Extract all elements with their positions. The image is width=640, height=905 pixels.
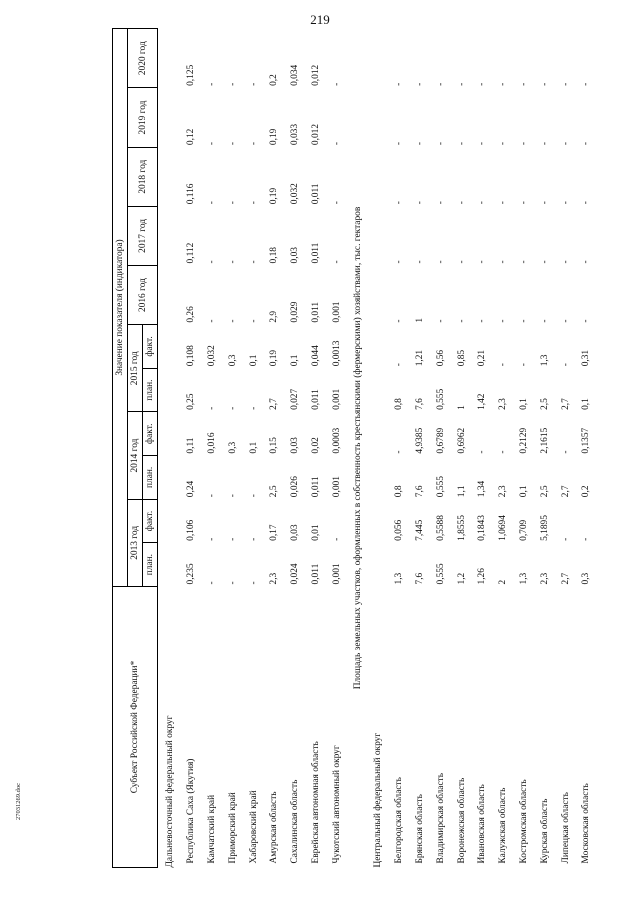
row-value: 0,2 <box>269 74 280 86</box>
row-value: - <box>518 260 529 264</box>
row-value: - <box>227 201 238 205</box>
row-value: - <box>498 141 509 146</box>
row-value: - <box>539 141 550 146</box>
row-value: 0,125 <box>186 64 197 86</box>
row-value: - <box>518 363 529 367</box>
header-year-2017: 2017 год <box>128 206 158 265</box>
row-value: - <box>456 201 467 205</box>
row-value: - <box>435 82 446 86</box>
table-row <box>493 29 514 868</box>
row-value: - <box>206 581 217 585</box>
row-value: - <box>414 82 425 86</box>
row-value: - <box>498 82 509 86</box>
row-value: 1,3 <box>539 354 550 367</box>
row-value: - <box>518 141 529 146</box>
row-value: - <box>477 141 488 146</box>
row-value: 0,709 <box>518 519 529 541</box>
row-value: 0,21 <box>477 349 488 367</box>
row-value: 0,2129 <box>518 427 529 454</box>
row-value: 0,044 <box>310 345 321 367</box>
row-value: - <box>248 581 259 585</box>
row-value: 0,106 <box>186 519 197 541</box>
row-value: 0,5588 <box>435 515 446 541</box>
row-value: 0,034 <box>290 64 301 86</box>
header-year-2019: 2019 год <box>128 88 158 147</box>
row-value: - <box>477 319 488 323</box>
row-value: 0,01 <box>310 524 321 541</box>
header-indicator: Значение показателя (индикатора) <box>113 29 128 587</box>
row-value: - <box>394 260 405 264</box>
row-value: 2,3 <box>498 485 509 498</box>
row-subject: Белгородская область <box>394 777 405 864</box>
row-value: - <box>227 319 238 323</box>
row-value: 0,03 <box>290 524 301 541</box>
row-value: 7,445 <box>414 519 425 541</box>
row-subject: Сахалинская область <box>290 779 301 864</box>
row-value: - <box>435 260 446 264</box>
row-value: 0,85 <box>456 349 467 367</box>
table-row <box>534 29 555 868</box>
section-row <box>347 29 368 868</box>
row-subject: Чукотский автономный округ <box>331 745 342 864</box>
district-heading: Центральный федеральный округ <box>373 732 384 868</box>
row-value: - <box>456 319 467 323</box>
row-value: 0,011 <box>310 301 321 323</box>
row-value: - <box>581 260 592 264</box>
row-subject: Московская область <box>581 783 592 864</box>
group-row <box>368 29 389 868</box>
row-value: - <box>477 260 488 264</box>
row-value: 2,3 <box>539 572 550 585</box>
row-value: 1,8555 <box>456 515 467 541</box>
row-value: 0,012 <box>310 64 321 86</box>
row-value: 0,027 <box>290 388 301 410</box>
row-subject: Брянская область <box>414 794 425 864</box>
row-value: - <box>518 319 529 323</box>
table-row <box>389 29 410 868</box>
table-row <box>472 29 493 868</box>
table-row <box>181 29 202 868</box>
row-value: - <box>560 363 571 367</box>
row-subject: Ивановская область <box>477 784 488 864</box>
row-value: 0,02 <box>310 437 321 454</box>
row-value: 0,18 <box>269 247 280 264</box>
header-plan: план. <box>143 543 158 587</box>
row-value: - <box>581 319 592 323</box>
row-value: 0,31 <box>581 349 592 367</box>
row-value: 7,6 <box>414 398 425 410</box>
header-fact: факт. <box>143 412 158 456</box>
row-value: - <box>560 319 571 323</box>
row-value: 0,011 <box>310 389 321 410</box>
row-value: - <box>477 450 488 454</box>
table-row <box>202 29 223 868</box>
row-value: 0,15 <box>269 437 280 454</box>
row-value: 1,3 <box>394 572 405 585</box>
row-value: - <box>206 319 217 323</box>
row-value: 0,12 <box>186 128 197 146</box>
header-year-2015: 2015 год <box>128 325 143 412</box>
row-subject: Владимирская область <box>435 772 446 864</box>
row-value: 2,5 <box>269 485 280 498</box>
row-value: - <box>331 537 342 541</box>
row-value: - <box>539 260 550 264</box>
table-row <box>451 29 472 868</box>
header-year-2020: 2020 год <box>128 29 158 88</box>
row-value: 0,3 <box>227 354 238 367</box>
table-row <box>285 29 306 868</box>
row-value: 0,032 <box>206 345 217 367</box>
row-value: 0,108 <box>186 345 197 367</box>
row-value: - <box>394 363 405 367</box>
page-number: 219 <box>310 12 330 27</box>
header-year-2013: 2013 год <box>128 499 143 586</box>
table-row <box>222 29 243 868</box>
header-subject: Субъект Российской Федерации* <box>113 586 158 867</box>
row-value: 2,5 <box>539 485 550 498</box>
row-value: 2 <box>498 579 509 585</box>
row-value: - <box>206 141 217 146</box>
table-header <box>113 29 158 868</box>
row-value: 0,001 <box>331 388 342 410</box>
row-value: 0,25 <box>186 393 197 410</box>
row-subject: Липецкая область <box>560 792 571 864</box>
row-value: - <box>248 82 259 86</box>
row-value: 0,1 <box>581 398 592 410</box>
row-value: 0,011 <box>310 476 321 498</box>
row-value: - <box>227 260 238 264</box>
header-year-2018: 2018 год <box>128 147 158 206</box>
row-value: - <box>414 141 425 146</box>
row-value: 5,1895 <box>539 515 550 541</box>
row-value: 0,56 <box>435 349 446 367</box>
row-value: 0,001 <box>331 563 342 585</box>
row-subject: Приморский край <box>227 792 238 864</box>
row-value: 0,001 <box>331 476 342 498</box>
row-value: 2,5 <box>539 398 550 410</box>
row-value: 4,9385 <box>414 427 425 454</box>
row-value: 7,6 <box>414 485 425 498</box>
row-value: 0,19 <box>269 349 280 367</box>
row-value: 2,7 <box>560 398 571 410</box>
row-value: 0,032 <box>290 183 301 205</box>
row-value: 0,8 <box>394 398 405 410</box>
row-value: - <box>498 201 509 205</box>
row-value: - <box>518 201 529 205</box>
footer-filename: 27031269.doc <box>15 782 22 820</box>
row-value: 0,8 <box>394 485 405 498</box>
section-heading: Площадь земельных участков, оформленных в собственность крестьянскими (фермерскими) хозяйствами, тыс. гектаров <box>352 206 363 690</box>
row-value: 0,116 <box>186 183 197 205</box>
row-value: 0,03 <box>290 247 301 264</box>
row-value: 0,19 <box>269 187 280 205</box>
row-value: 2,7 <box>560 485 571 498</box>
row-subject: Республика Саха (Якутия) <box>186 758 197 864</box>
row-value: - <box>581 82 592 86</box>
table-body <box>158 29 597 868</box>
row-value: - <box>394 82 405 86</box>
row-value: 0,011 <box>310 242 321 264</box>
row-value: 0,11 <box>186 437 197 454</box>
row-value: - <box>498 363 509 367</box>
row-value: - <box>248 141 259 146</box>
row-value: - <box>539 82 550 86</box>
indicator-table <box>112 28 597 868</box>
row-value: - <box>248 319 259 323</box>
row-value: 0,1357 <box>581 427 592 454</box>
header-fact: факт. <box>143 499 158 543</box>
row-value: - <box>414 201 425 205</box>
row-value: - <box>560 260 571 264</box>
row-value: 0,17 <box>269 524 280 541</box>
row-value: - <box>435 141 446 146</box>
table-row <box>555 29 576 868</box>
district-heading: Дальневосточный федеральный округ <box>165 715 176 868</box>
row-value: - <box>560 537 571 541</box>
table-row <box>514 29 535 868</box>
row-value: 0,3 <box>581 572 592 585</box>
row-value: 0,112 <box>186 242 197 264</box>
row-value: - <box>394 141 405 146</box>
row-subject: Костромская область <box>518 779 529 864</box>
table-row <box>410 29 431 868</box>
row-value: - <box>518 82 529 86</box>
row-value: - <box>331 82 342 86</box>
row-value: 0,016 <box>206 432 217 454</box>
row-value: 0,024 <box>290 563 301 585</box>
row-value: 0,012 <box>310 123 321 146</box>
row-value: - <box>581 537 592 541</box>
row-value: - <box>206 537 217 541</box>
group-row <box>158 29 181 868</box>
row-value: - <box>560 82 571 86</box>
table-row <box>243 29 264 868</box>
row-value: 1,3 <box>518 572 529 585</box>
row-value: 2,3 <box>498 398 509 410</box>
row-value: 1,34 <box>477 480 488 498</box>
row-value: - <box>331 201 342 205</box>
rotated-table-container <box>112 28 622 868</box>
row-value: - <box>477 82 488 86</box>
row-value: 1 <box>414 317 425 323</box>
row-value: - <box>435 201 446 205</box>
row-value: 1,1 <box>456 485 467 498</box>
row-subject: Еврейская автономная область <box>310 741 321 864</box>
row-subject: Курская область <box>539 798 550 864</box>
row-value: - <box>248 201 259 205</box>
row-value: - <box>560 201 571 205</box>
row-value: 0,029 <box>290 301 301 323</box>
header-year-2014: 2014 год <box>128 412 143 499</box>
row-value: - <box>227 82 238 86</box>
row-value: - <box>227 141 238 146</box>
row-subject: Воронежская область <box>456 777 467 864</box>
row-value: - <box>456 260 467 264</box>
row-value: 2,7 <box>269 398 280 410</box>
row-subject: Хабаровский край <box>248 790 259 864</box>
row-value: 0,026 <box>290 476 301 498</box>
header-fact: факт. <box>143 325 158 369</box>
header-year-2016: 2016 год <box>128 265 158 324</box>
row-value: 0,1 <box>248 441 259 454</box>
row-value: - <box>456 141 467 146</box>
row-value: - <box>206 406 217 410</box>
table-row <box>326 29 347 868</box>
table-row <box>306 29 327 868</box>
row-value: - <box>206 260 217 264</box>
row-value: - <box>248 260 259 264</box>
row-value: - <box>539 319 550 323</box>
row-value: 0,011 <box>310 563 321 585</box>
row-value: 0,1 <box>518 398 529 410</box>
row-value: - <box>331 141 342 146</box>
row-value: - <box>456 82 467 86</box>
row-value: - <box>477 201 488 205</box>
row-value: 0,19 <box>269 128 280 146</box>
row-value: - <box>227 581 238 585</box>
row-value: 2,1615 <box>539 427 550 454</box>
header-plan: план. <box>143 456 158 500</box>
table-row <box>576 29 597 868</box>
row-value: 0,235 <box>186 563 197 585</box>
table-row <box>264 29 285 868</box>
row-value: - <box>581 201 592 205</box>
row-value: 0,26 <box>186 306 197 323</box>
row-value: - <box>227 406 238 410</box>
row-value: - <box>248 494 259 498</box>
row-value: - <box>394 201 405 205</box>
row-value: 0,6789 <box>435 427 446 454</box>
row-value: 0,03 <box>290 437 301 454</box>
row-value: - <box>498 319 509 323</box>
table-row <box>430 29 451 868</box>
row-value: - <box>394 319 405 323</box>
row-value: 1,2 <box>456 572 467 585</box>
row-value: 1,21 <box>414 349 425 367</box>
row-value: 0,001 <box>331 301 342 323</box>
row-value: 0,24 <box>186 480 197 498</box>
row-value: 2,7 <box>560 572 571 585</box>
row-value: - <box>248 537 259 541</box>
row-value: 0,011 <box>310 183 321 205</box>
row-value: 0,033 <box>290 123 301 146</box>
row-value: 0,0013 <box>331 340 342 367</box>
row-value: 0,1 <box>290 354 301 367</box>
row-value: - <box>206 494 217 498</box>
row-value: - <box>435 319 446 323</box>
row-value: - <box>498 260 509 264</box>
row-value: - <box>227 537 238 541</box>
row-subject: Камчатский край <box>206 794 217 864</box>
row-value: - <box>206 82 217 86</box>
row-value: 7,6 <box>414 572 425 585</box>
row-value: - <box>227 494 238 498</box>
row-value: 0,555 <box>435 476 446 498</box>
row-value: - <box>248 406 259 410</box>
row-subject: Амурская область <box>269 791 280 864</box>
row-value: - <box>414 260 425 264</box>
row-value: 1,0694 <box>498 515 509 541</box>
row-value: 1,26 <box>477 568 488 585</box>
row-value: - <box>331 260 342 264</box>
row-value: 0,0003 <box>331 427 342 454</box>
row-value: - <box>560 450 571 454</box>
row-value: 0,1843 <box>477 515 488 541</box>
row-value: 2,9 <box>269 310 280 323</box>
row-value: 0,2 <box>581 485 592 498</box>
row-value: 0,6962 <box>456 427 467 454</box>
row-value: 0,1 <box>518 485 529 498</box>
row-value: 0,555 <box>435 563 446 585</box>
row-value: - <box>206 201 217 205</box>
row-value: - <box>498 450 509 454</box>
row-value: 0,555 <box>435 388 446 410</box>
header-plan: план. <box>143 368 158 412</box>
row-value: 1 <box>456 405 467 410</box>
row-value: - <box>539 201 550 205</box>
row-value: - <box>581 141 592 146</box>
row-value: - <box>560 141 571 146</box>
row-value: 0,1 <box>248 354 259 367</box>
row-value: 0,056 <box>394 519 405 541</box>
row-value: - <box>394 450 405 454</box>
row-value: 1,42 <box>477 393 488 410</box>
row-value: 2,3 <box>269 572 280 585</box>
row-value: 0,3 <box>227 441 238 454</box>
row-subject: Калужская область <box>498 787 509 864</box>
